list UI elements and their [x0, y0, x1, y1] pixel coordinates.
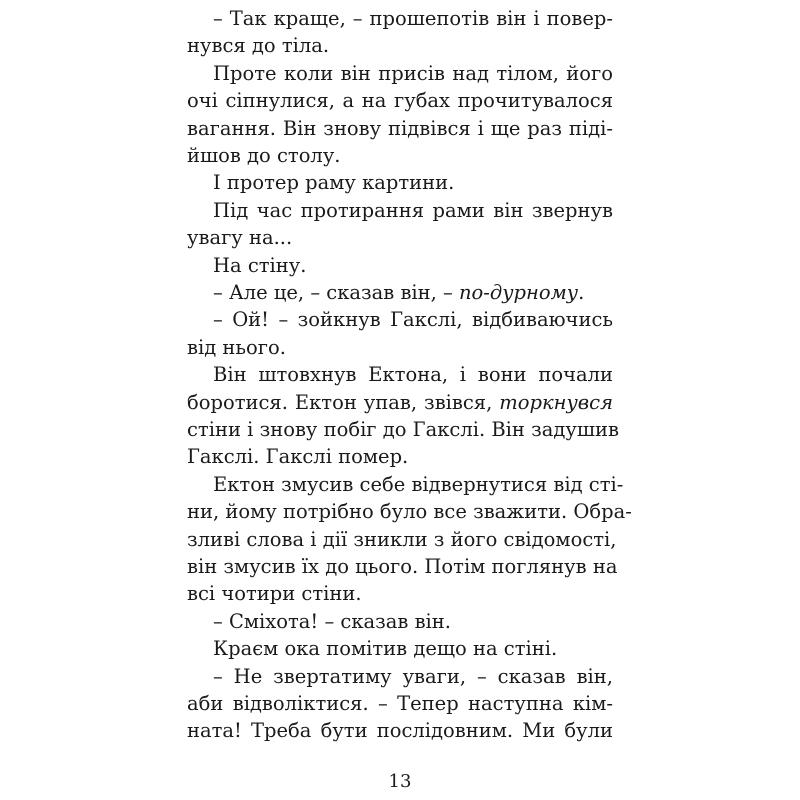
text-segment: стіни і знову побіг до Гакслі. Він задушив	[187, 418, 619, 441]
text-line	[187, 5, 613, 33]
text-line	[187, 197, 613, 225]
text-segment: ната! Треба бути послідовним. Ми були	[187, 719, 613, 743]
text-line	[187, 498, 632, 526]
text-segment: йшов до столу.	[187, 144, 341, 167]
text-segment: Ектон змусив себе відвернутися від сті-	[213, 472, 624, 496]
text-line	[187, 87, 613, 115]
text-line	[187, 635, 613, 663]
text-line	[187, 690, 613, 718]
text-line	[187, 580, 613, 608]
text-segment: від нього.	[187, 335, 286, 359]
text-line	[187, 526, 617, 554]
text-segment: вагання. Він знову підвівся і ще раз піді-	[187, 116, 613, 140]
italic-text: по-дурному	[459, 281, 579, 304]
text-line	[187, 169, 613, 197]
text-segment: – Але це, – сказав він, –	[213, 281, 459, 304]
text-segment: ни, йому потрібно було все зважити. Обра-	[187, 500, 632, 524]
book-page	[187, 0, 632, 800]
text-line	[187, 279, 613, 307]
text-segment: боротися. Ектон упав, звівся,	[187, 390, 500, 414]
text-segment: Проте коли він присів над тілом, його	[213, 61, 613, 85]
text-segment: він змусив їх до цього. Потім поглянув на	[187, 555, 618, 578]
text-segment: І протер раму картини.	[213, 171, 455, 195]
text-line	[187, 663, 613, 691]
page-number: 13	[388, 771, 412, 792]
text-segment: зливі слова і дії зникли з його свідомості,	[187, 527, 617, 551]
text-line	[187, 443, 613, 471]
text-segment: – Так краще, – прошепотів він і повер-	[213, 7, 613, 30]
text-line	[187, 416, 619, 444]
text-line	[187, 334, 613, 362]
text-segment: нувся до тіла.	[187, 34, 330, 58]
text-segment: – Ой! – зойкнув Гакслі, відбиваючись	[213, 308, 613, 332]
text-line	[187, 142, 613, 170]
text-line	[187, 717, 613, 745]
text-line	[187, 471, 624, 499]
text-line	[187, 389, 613, 417]
text-line	[187, 32, 613, 60]
text-segment: увагу на...	[187, 226, 293, 250]
text-line	[187, 306, 613, 334]
text-segment: Він штовхнув Ектона, і вони почали	[213, 363, 613, 387]
text-segment: – Сміхота! – сказав він.	[213, 609, 451, 633]
italic-text: торкнувся	[499, 390, 613, 414]
text-segment: .	[578, 281, 585, 304]
text-line	[187, 553, 618, 581]
text-line	[187, 608, 613, 636]
text-line	[187, 224, 613, 252]
text-segment: очі сіпнулися, а на губах прочитувалося	[187, 89, 613, 113]
text-segment: – Не звертатиму уваги, – сказав він,	[213, 664, 613, 688]
text-line	[187, 252, 613, 280]
text-segment: Гакслі. Гакслі помер.	[187, 445, 409, 469]
text-segment: На стіну.	[213, 253, 307, 277]
text-segment: аби відволіктися. – Тепер наступна кім-	[187, 692, 613, 715]
text-line	[187, 60, 613, 88]
text-segment: всі чотири стіни.	[187, 582, 362, 606]
text-line	[187, 361, 613, 389]
text-segment: Під час протирання рами він звернув	[213, 198, 613, 222]
text-segment: Краєм ока помітив дещо на стіні.	[213, 637, 558, 661]
text-line	[187, 115, 613, 143]
